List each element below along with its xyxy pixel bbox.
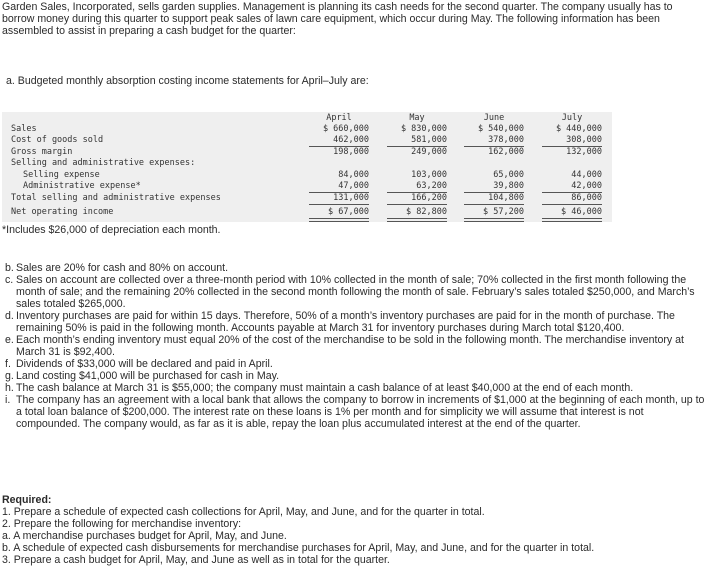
cell: 104,800 bbox=[488, 193, 524, 203]
income-statement-table bbox=[2, 112, 612, 222]
required-line: 1. Prepare a schedule of expected cash collections for April, May, and June, and for the quarter in total. bbox=[2, 506, 485, 518]
col-header-may: May bbox=[409, 113, 425, 123]
double-underline bbox=[387, 218, 447, 222]
cell: $ 82,800 bbox=[406, 207, 447, 217]
cell: 462,000 bbox=[333, 135, 369, 145]
row-label: Cost of goods sold bbox=[11, 135, 104, 145]
cell: 44,000 bbox=[571, 170, 602, 180]
table-row-sales bbox=[2, 124, 612, 135]
divider bbox=[309, 204, 369, 205]
item-text: The company has an agreement with a local bank that allows the company to borrow in increments of $1,000 at the beginning of each month, up to a total loan balance of $200,000. The interest rate on these loans is 1% per month and for simplicity we will assume that interest is not compounded. The company would, as far as it is able, repay the loan plus accumulated interest at the end of the quarter. bbox=[16, 394, 705, 430]
required-section bbox=[2, 494, 702, 566]
cell: $ 67,000 bbox=[328, 207, 369, 217]
cell: 132,000 bbox=[566, 147, 602, 157]
item-key: b. bbox=[5, 262, 14, 274]
item-text: Inventory purchases are paid for within 15 days. Therefore, 50% of a month’s inventory purchases are paid for in the month of purchase. The remaining 50% is paid in the following month. Accounts payable at March 31 for inventory purchases during March total $120,400. bbox=[16, 310, 675, 334]
cell: $ 830,000 bbox=[400, 124, 447, 134]
list-item bbox=[5, 310, 705, 334]
row-label: Gross margin bbox=[11, 147, 73, 157]
row-label: Total selling and administrative expenses bbox=[11, 193, 221, 203]
list-item bbox=[5, 334, 705, 358]
cell: 198,000 bbox=[333, 147, 369, 157]
assumption-list bbox=[5, 262, 705, 430]
double-underline bbox=[464, 218, 524, 222]
col-header-june: June bbox=[483, 113, 505, 123]
list-item bbox=[5, 394, 705, 430]
cell: 581,000 bbox=[411, 135, 447, 145]
cell: 63,200 bbox=[416, 181, 447, 191]
cell: 131,000 bbox=[333, 193, 369, 203]
row-label: Selling expense bbox=[23, 170, 100, 180]
cell: $ 540,000 bbox=[477, 124, 524, 134]
item-text: Sales are 20% for cash and 80% on account. bbox=[16, 262, 229, 274]
divider bbox=[464, 204, 524, 205]
cell: 249,000 bbox=[411, 147, 447, 157]
cell: 42,000 bbox=[571, 181, 602, 191]
item-key: f. bbox=[5, 358, 11, 370]
cell: $ 57,200 bbox=[483, 207, 524, 217]
cell: 84,000 bbox=[338, 170, 369, 180]
list-item bbox=[5, 370, 705, 382]
cell: 47,000 bbox=[338, 181, 369, 191]
required-line: a. A merchandise purchases budget for April, May, and June. bbox=[2, 530, 287, 542]
double-underline bbox=[542, 218, 602, 222]
item-key: h. bbox=[5, 382, 14, 394]
list-item bbox=[5, 358, 705, 370]
item-text: The cash balance at March 31 is $55,000; the company must maintain a cash balance of at least $40,000 at the end of each month. bbox=[16, 382, 634, 394]
item-text: Land costing $41,000 will be purchased for cash in May. bbox=[16, 370, 280, 382]
table-row-net-operating-income bbox=[2, 207, 612, 218]
table-row-admin-expense bbox=[2, 181, 612, 192]
table-row-cogs bbox=[2, 135, 612, 146]
cell: $ 660,000 bbox=[322, 124, 369, 134]
required-line: 2. Prepare the following for merchandise inventory: bbox=[2, 518, 242, 530]
required-line: b. A schedule of expected cash disbursements for merchandise purchases for April, May, and June, and for the quarter in total. bbox=[2, 542, 595, 554]
item-text: Each month’s ending inventory must equal 20% of the cost of the merchandise to be sold in the following month. The merchandise inventory at March 31 is $92,400. bbox=[16, 334, 684, 358]
divider bbox=[542, 204, 602, 205]
divider bbox=[387, 204, 447, 205]
cell: 162,000 bbox=[488, 147, 524, 157]
part-a-heading: a. Budgeted monthly absorption costing income statements for April–July are: bbox=[6, 75, 369, 87]
footnote: *Includes $26,000 of depreciation each month. bbox=[2, 224, 221, 236]
table-row-sga-heading bbox=[2, 158, 612, 169]
required-line: 3. Prepare a cash budget for April, May, and June as well as in total for the quarter. bbox=[2, 554, 390, 566]
item-key: g. bbox=[5, 370, 14, 382]
list-item bbox=[5, 262, 705, 274]
cell: 166,200 bbox=[411, 193, 447, 203]
cell: 103,000 bbox=[411, 170, 447, 180]
list-item bbox=[5, 274, 705, 310]
item-key: d. bbox=[5, 310, 14, 322]
list-item bbox=[5, 382, 705, 394]
cell: 308,000 bbox=[566, 135, 602, 145]
required-title: Required: bbox=[2, 494, 52, 506]
item-key: c. bbox=[5, 274, 14, 286]
intro-paragraph: Garden Sales, Incorporated, sells garden supplies. Management is planning its cash needs for the second quarter. The company usually has to borrow money during this quarter to support peak sales of lawn care equipment, which occur during May. The following information has been assembled to assist in preparing a cash budget for the quarter: bbox=[2, 1, 673, 37]
double-underline bbox=[309, 218, 369, 222]
cell: $ 440,000 bbox=[555, 124, 602, 134]
cell: 86,000 bbox=[571, 193, 602, 203]
cell: 39,800 bbox=[493, 181, 524, 191]
row-label: Sales bbox=[11, 124, 37, 134]
row-label: Net operating income bbox=[11, 207, 114, 217]
table-header-row bbox=[2, 113, 612, 124]
table-row-selling-expense bbox=[2, 170, 612, 181]
row-label: Selling and administrative expenses: bbox=[11, 158, 196, 168]
col-header-april: April bbox=[326, 113, 352, 123]
item-text: Sales on account are collected over a three-month period with 10% collected in the month of sale; 70% collected in the first month following the month of sale; and the remaining 20% collected in the second month following the month of sale. February’s sales totaled $250,000, and March’s sales totaled $265,000. bbox=[16, 274, 695, 310]
col-header-july: July bbox=[561, 113, 583, 123]
item-text: Dividends of $33,000 will be declared and paid in April. bbox=[16, 358, 273, 370]
cell: $ 46,000 bbox=[561, 207, 602, 217]
cell: 378,000 bbox=[488, 135, 524, 145]
table-row-gross-margin bbox=[2, 147, 612, 158]
row-label: Administrative expense* bbox=[23, 181, 141, 191]
table-row-total-sga bbox=[2, 193, 612, 204]
item-key: i. bbox=[5, 394, 11, 406]
item-key: e. bbox=[5, 334, 14, 346]
cell: 65,000 bbox=[493, 170, 524, 180]
